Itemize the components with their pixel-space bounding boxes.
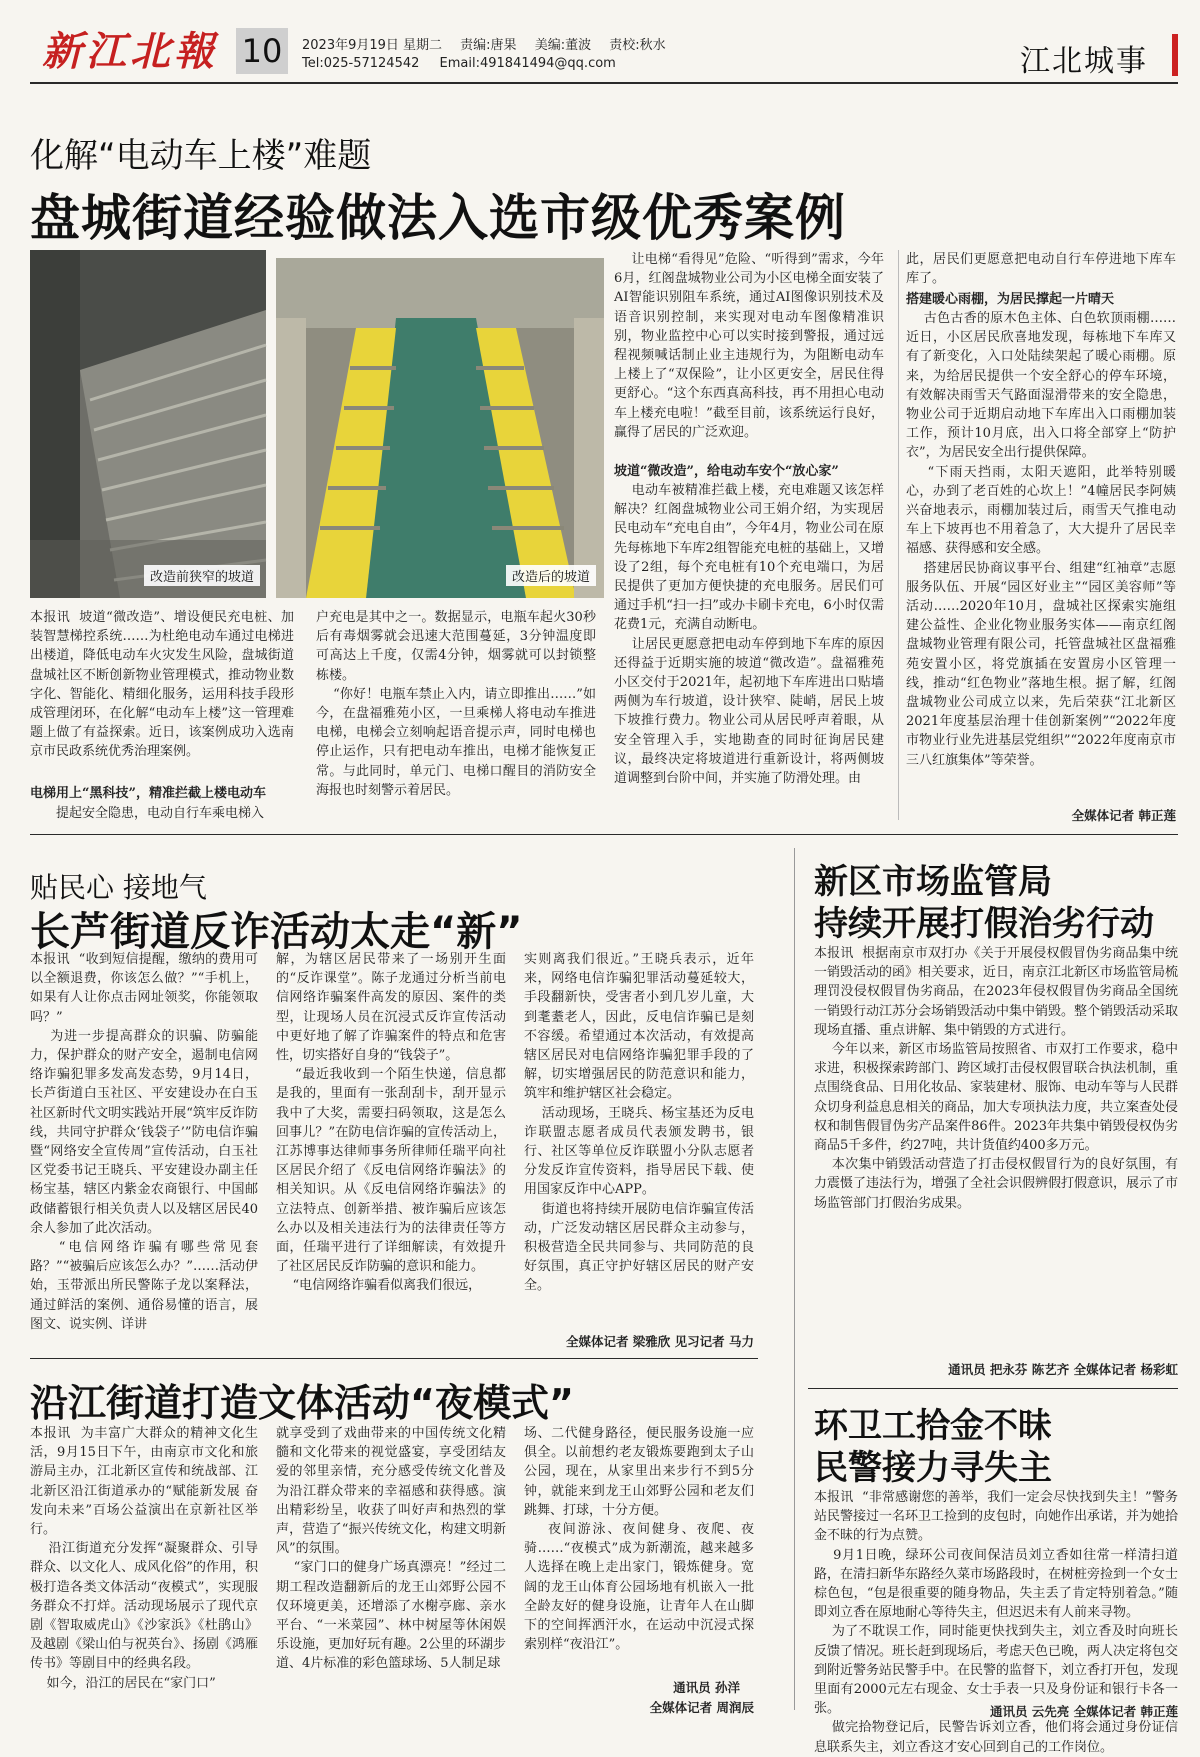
article4-title-line1: 新区市场监管局 <box>814 862 1052 902</box>
article1-byline: 全媒体记者 韩正莲 <box>1071 808 1176 823</box>
article1-col3: 让电梯“看得见”危险、“听得到”需求，今年6月，红阁盘城物业公司为小区电梯全面安装了AI智能识别阻车系统，通过AI图像识别技术及语音识别控制，来实现对电动车图像精准识别，物业监控中心可以实时接到警报，通过远程视频喊话制止业主违规行为，为阻断电动车上楼上了“双保险”，让小区更安全，居民住得更舒心。“这个东西真高科技，再不用担心电动车上楼充电啦！”截至目前，该系统运行良好，赢得了居民的广泛欢迎。 <box>614 252 884 440</box>
article2-col2: 解，为辖区居民带来了一场别开生面的“反诈课堂”。陈子龙通过分析当前电信网络诈骗案件高发的原因、案件的类型，让现场人员在沉浸式反诈宣传活动中更好地了解了诈骗案件的特点和危害性，切实搭好自身的“钱袋子”。 “最近我收到一个陌生快递，信息都是我的，里面有一张刮刮卡，刮开显示我中了大奖，需要扫码领取，这是怎么回事儿？”在防电信诈骗的宣传活动上，江苏博事达律师事务所律师任瑞平向社区居民介绍了《反电信网络诈骗法》的相关知识。从《反电信网络诈骗法》的立法特点、创新举措、被诈骗后应该怎么办以及相关违法行为的法律责任等方面，任瑞平进行了详细解读，有效提升了社区居民反诈防骗的意识和能力。 “电信网络诈骗看似离我们很远， <box>276 952 507 1294</box>
article1-col-divider <box>898 250 899 820</box>
masthead-logo: 新江北報 <box>42 28 218 75</box>
tel: Tel:025-57124542 <box>302 56 420 71</box>
masthead <box>0 0 1200 82</box>
article3-col3: 场、二代健身路径，便民服务设施一应俱全。以前想约老友锻炼要跑到太子山公园，现在，从家里出来步行不到5分钟，就能来到龙王山郊野公园和老友们跳舞、打球，十分方便。 夜间游泳、夜间健身、夜爬、夜骑……“夜模式”成为新潮流，越来越多人选择在晚上走出家门，锻炼健身。宽阔的龙王山体育公园场地有机嵌入一批全龄友好的健身设施，让青年人在山脚下的空间挥洒汗水，在运动中沉浸式探索别样“夜沿江”。 <box>524 1426 754 1653</box>
article1-kicker: 化解“电动车上楼”难题 <box>30 136 372 176</box>
article1-col1-end: 提起安全隐患，电动自行车乘电梯入 <box>56 806 265 821</box>
right-column-divider <box>794 848 795 1710</box>
article3-title: 沿江街道打造文体活动“夜模式” <box>30 1381 574 1425</box>
ramp-after-illustration <box>276 258 604 598</box>
article5-byline: 通讯员 云先亮 全媒体记者 韩正莲 <box>989 1704 1178 1719</box>
masthead-info-line2 <box>302 56 616 71</box>
article4-body: 本报讯 根据南京市双打办《关于开展侵权假冒伪劣商品集中统一销毁活动的函》相关要求，近日，南京江北新区市场监管局梳理罚没侵权假冒伪劣商品，在2023年侵权假冒伪劣商品全国统一销毁行动江苏分会场销毁活动中集中销毁。整个销毁活动采取现场直播、重点讲解、集中销毁的方式进行。 今年以来，新区市场监管局按照省、市双打工作要求，稳中求进，积极探索跨部门、跨区域打击侵权假冒联合执法机制，重点围绕食品、日用化妆品、家装建材、服饰、电动车等与人民群众切身利益息息相关的商品，加大专项执法力度，共立案查处侵权和制售假冒伪劣产品案件86件。2023年共集中销毁侵权伪劣商品5千多件，约27吨，共计货值约400多万元。 本次集中销毁活动营造了打击侵权假冒行为的良好氛围，有力震慑了违法行为，增强了全社会识假辨假打假意识，展示了市场监管部门打假治劣成果。 <box>814 946 1179 1211</box>
email: Email:491841494@qq.com <box>439 56 616 71</box>
caption-before: 改造前狭窄的坡道 <box>144 565 260 586</box>
photo-after-ramp <box>276 258 604 598</box>
article1-col4a: 此，居民们更愿意把电动自行车停进地下库车库了。 <box>906 252 1176 287</box>
section-accent-bar <box>1172 34 1178 76</box>
article4-byline: 通讯员 把永芬 陈艺齐 全媒体记者 杨彩虹 <box>948 1362 1178 1377</box>
article2-title: 长芦街道反诈活动太走“新” <box>30 909 523 955</box>
article1-subhead2: 坡道“微改造”，给电动车安个“放心家” <box>614 464 839 479</box>
divider-left-mid <box>30 1358 758 1359</box>
divider-upper <box>30 834 1178 835</box>
article3-col1: 本报讯 为丰富广大群众的精神文化生活，9月15日下午，由南京市文化和旅游局主办，江北新区宣传和统战部、江北新区沿江街道承办的“赋能新发展 奋发向未来”百场公益演出在京新社区举行。 沿江街道充分发挥“凝聚群众、引导群众、以文化人、成风化俗”的作用，积极打造各类文体活动“夜模式”，实现服务群众不打烊。活动现场展示了现代京剧《智取威虎山》《沙家浜》《杜鹃山》及越剧《梁山伯与祝英台》、扬剧《鸿雁传书》等剧目中的经典名段。 如今，沿江的居民在“家门口” <box>30 1426 259 1691</box>
article3-col2: 就享受到了戏曲带来的中国传统文化精髓和文化带来的视觉盛宴，享受团结友爱的邻里亲情，充分感受传统文化普及为沿江群众带来的幸福感和获得感。演出精彩纷呈，收获了叫好声和热烈的掌声，营造了“振兴传统文化，构建文明新风”的氛围。 “家门口的健身广场真漂亮！”经过二期工程改造翻新后的龙王山郊野公园不仅环境更美，还增添了水榭亭廊、亲水平台、“一米菜园”、林中树屋等休闲娱乐设施，更加好玩有趣。2公里的环湖步道、4片标准的彩色篮球场、5人制足球 <box>276 1426 507 1672</box>
article1-subhead1: 电梯用上“黑科技”，精准拦截上楼电动车 <box>30 786 266 801</box>
stairs-before-illustration <box>30 250 266 598</box>
article1-title: 盘城街道经验做法入选市级优秀案例 <box>30 189 846 247</box>
article5-body: 本报讯 “非常感谢您的善举，我们一定会尽快找到失主！”警务站民警接过一名环卫工捡到的皮包时，向她作出承诺，并为她拾金不昧的行为点赞。 9月1日晚，绿环公司夜间保洁员刘立香如往常一样清扫道路，在清扫新华东路经久菜市场路段时，在树桩旁捡到一个女士棕色包，“包是很重要的随身物品，失主丢了肯定特别着急。”随即刘立香在原地耐心等待失主，但迟迟未有人前来寻物。 为了不耽误工作，同时能更快找到失主，刘立香及时向班长反馈了情况。班长赶到现场后，考虑天色已晚，两人决定将包交到附近警务站民警手中。在民警的监督下，刘立香打开包，发现里面有2000元左右现金、女士手表一只及身份证和银行卡各一张。 做完拾物登记后，民警告诉刘立香，他们将会通过身份证信息联系失主，刘立香这才安心回到自己的工作岗位。 <box>814 1490 1179 1755</box>
divider-right-mid <box>808 1388 1178 1389</box>
masthead-info-line1 <box>302 34 666 53</box>
photo-before-ramp <box>30 250 266 598</box>
page-number-box <box>236 28 288 74</box>
editor-credit: 责编:唐果 <box>460 38 517 53</box>
masthead-rule <box>30 82 1178 84</box>
article4-title-line2: 持续开展打假治劣行动 <box>814 904 1154 944</box>
article2-col3: 实则离我们很近。”王晓兵表示，近年来，网络电信诈骗犯罪活动蔓延较大，手段翻新快，受害者小到几岁儿童，大到耄耋老人，因此，反电信诈骗已是刻不容缓。希望通过本次活动，有效提高辖区居民对电信网络诈骗犯罪手段的了解，切实增强居民的防范意识和能力，筑牢和维护辖区社会稳定。 活动现场，王晓兵、杨宝基还为反电诈联盟志愿者成员代表颁发聘书，银行、社区等单位反诈联盟小分队志愿者分发反诈宣传资料，指导居民下载、使用国家反诈中心APP。 街道也将持续开展防电信诈骗宣传活动，广泛发动辖区居民群众主动参与，积极营造全民共同参与、共同防范的良好氛围，真正守护好辖区居民的财产安全。 <box>524 952 754 1294</box>
article3-byline1: 通讯员 孙洋 <box>673 1680 740 1695</box>
article1-col4b: 古色古香的原木色主体、白色软顶雨棚……近日，小区居民欣喜地发现，每栋地下车库又有了新变化，入口处陆续架起了暖心雨棚。原来，为给居民提供一个安全舒心的停车环境，有效解决雨雪天气路面湿滑带来的安全隐患，物业公司于近期启动地下车库出入口雨棚加装工作，预计10月底，出入口将全部穿上“防护衣”，为居民安全出行提供保障。 “下雨天挡雨，太阳天遮阳，此举特别暖心，办到了老百姓的心坎上！”4幢居民李阿姨兴奋地表示，雨棚加装过后，雨雪天气推电动车上下坡再也不用着急了，大大提升了居民幸福感、获得感和安全感。 搭建居民协商议事平台、组建“红袖章”志愿服务队伍、开展“园区好业主”“园区美容师”等活动……2020年10月，盘城社区探索实施组建公益性、企业化物业服务实体——南京红阁盘城物业管理有限公司，托管盘城社区盘福雅苑安置小区，将党旗插在安置房小区管理一线，推动“红色物业”落地生根。据了解，红阁盘城物业公司成立以来，先后荣获“江北新区2021年度基层治理十佳创新案例”“2022年度市物业行业先进基层党组织”“2022年度南京市三八红旗集体”等荣誉。 <box>906 311 1177 768</box>
designer-credit: 美编:董波 <box>534 38 592 53</box>
section-title: 江北城事 <box>1020 44 1148 79</box>
article3-byline2: 全媒体记者 周润辰 <box>649 1700 754 1715</box>
article2-col1: 本报讯 “收到短信提醒，缴纳的费用可以全额退费，你该怎么做？”“手机上，如果有人让你点击网址领奖，你能领取吗？” 为进一步提高群众的识骗、防骗能力，保护群众的财产安全，遏制电信网络诈骗犯罪多发高发态势，9月14日，长芦街道白玉社区、平安建设办在白玉社区新时代文明实践站开展“筑牢反诈防线，共同守护群众‘钱袋子’”防电信诈骗暨“网络安全宣传周”宣传活动，白玉社区党委书记王晓兵、平安建设办副主任杨宝基，辖区内紫金农商银行、中国邮政储蓄银行相关负责人以及辖区居民40余人参加了此次活动。 “电信网络诈骗有哪些常见套路？”“被骗后应该怎么办？”……活动伊始，玉带派出所民警陈子龙以案释法，通过鲜活的案例、通俗易懂的语言，展图文、说实例、详讲 <box>30 952 258 1332</box>
article1-col2: 户充电是其中之一。数据显示，电瓶车起火30秒后有毒烟雾就会迅速大范围蔓延，3分钟温度即可高达上千度，仅需4分钟，烟雾就可以封锁整栋楼。 “你好！电瓶车禁止入内，请立即推出……”如今，在盘福雅苑小区，一旦乘梯人将电动车推进电梯，电梯会立刻响起语音提示声，同时电梯也停止运作，只有把电动车推出，电梯才能恢复正常。与此同时，单元门、电梯口醒目的消防安全海报也时刻警示着居民。 <box>316 610 596 798</box>
caption-after: 改造后的坡道 <box>506 565 596 586</box>
article1-col3b: 电动车被精准拦截上楼，充电难题又该怎样解决？红阁盘城物业公司王娟介绍，为实现居民电动车“充电自由”，今年4月，物业公司在原先每栋地下车库2组智能充电桩的基础上，又增设了2组，每个充电桩有10个充电端口，为居民提供了更加方便快捷的充电服务。居民们可通过手机“扫一扫”或办卡刷卡充电，6小时仅需花费1元，充满自动断电。 让居民更愿意把电动车停到地下车库的原因还得益于近期实施的坡道“微改造”。盘福雅苑小区交付于2021年，起初地下车库进出口贴墙两侧为车行坡道，设计狭窄、陡峭，居民上坡下坡推行费力。物业公司从居民呼声着眼，从安全管理入手，实地勘查的同时征询居民建议，最终决定将坡道进行重新设计，将两侧坡道调整到台阶中间，并实施了防滑处理。由 <box>614 483 884 787</box>
proofreader-credit: 责校:秋水 <box>609 38 666 53</box>
page-number: 10 <box>241 32 283 70</box>
article1-subhead3: 搭建暖心雨棚，为居民撑起一片晴天 <box>906 292 1115 307</box>
article5-title-line2: 民警接力寻失主 <box>814 1448 1052 1488</box>
article5-title-line1: 环卫工拾金不昧 <box>814 1406 1052 1446</box>
date-line: 2023年9月19日 星期二 <box>302 38 443 53</box>
article2-byline: 全媒体记者 梁雅欣 见习记者 马力 <box>565 1334 754 1349</box>
article1-col1: 本报讯 坡道“微改造”、增设便民充电桩、加装智慧梯控系统……为杜绝电动车通过电梯进出楼道，降低电动车火灾发生风险，盘城街道盘城社区不断创新物业管理模式，推动物业数字化、智能化、精细化服务，运用科技手段形成管理闭环，在化解“电动车上楼”这一管理难题上做了有益探索。近日，该案例成功入选南京市民政系统优秀治理案例。 <box>30 610 294 760</box>
article2-kicker: 贴民心 接地气 <box>30 871 207 904</box>
